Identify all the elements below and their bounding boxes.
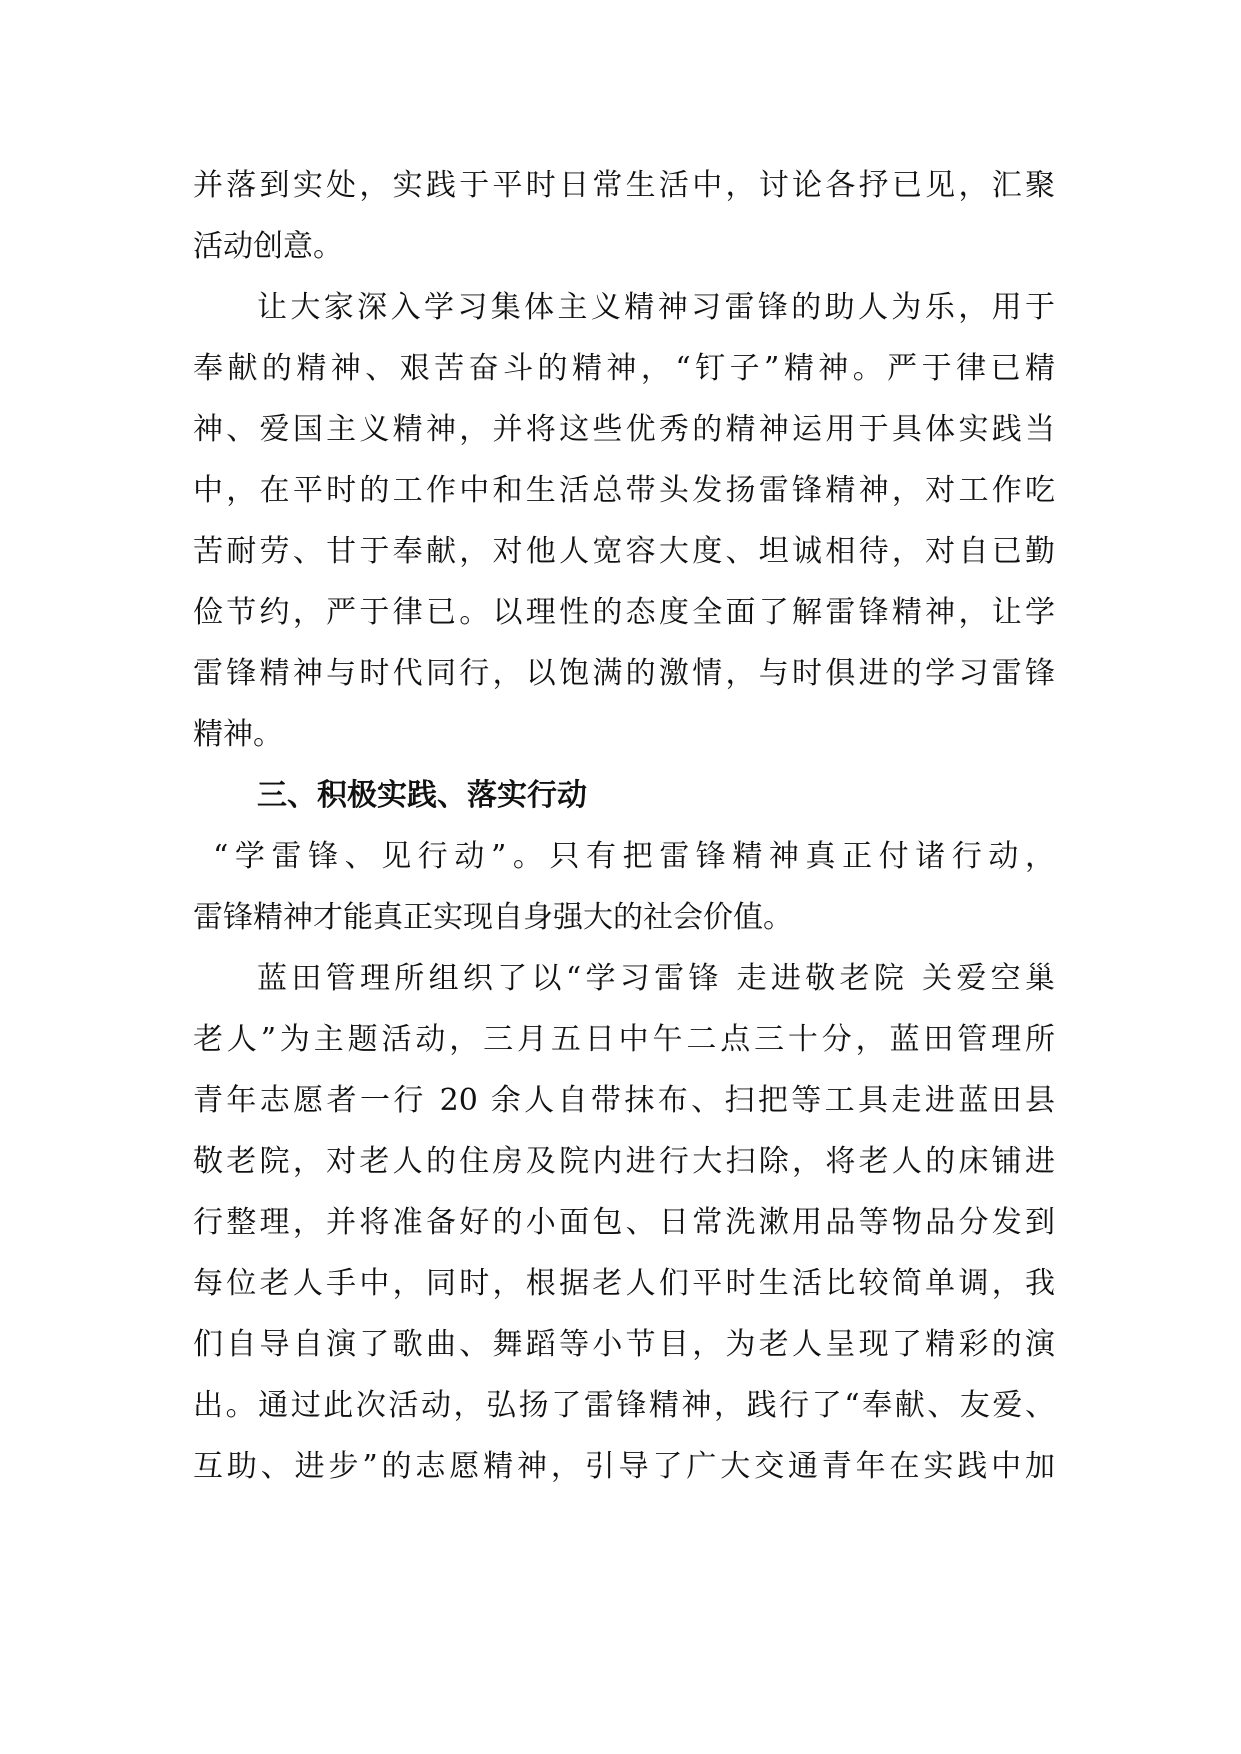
text-line: 中，在平时的工作中和生活总带头发扬雷锋精神，对工作吃 — [193, 473, 1055, 508]
paragraph-1 — [193, 155, 1055, 277]
text-line: 雷锋精神与时代同行，以饱满的激情，与时俱进的学习雷锋 — [193, 656, 1055, 691]
paragraph-3 — [193, 826, 1055, 948]
text-line: 老人”为主题活动，三月五日中午二点三十分，蓝田管理所 — [193, 1022, 1055, 1057]
text-line: 让大家深入学习集体主义精神习雷锋的助人为乐，用于 — [257, 290, 1055, 325]
text-line: 奉献的精神、艰苦奋斗的精神，“钉子”精神。严于律已精 — [193, 351, 1055, 386]
text-line: 们自导自演了歌曲、舞蹈等小节目，为老人呈现了精彩的演 — [193, 1327, 1055, 1362]
text-line: 互助、进步”的志愿精神，引导了广大交通青年在实践中加 — [193, 1449, 1055, 1484]
text-line: 雷锋精神才能真正实现自身强大的社会价值。 — [193, 900, 793, 935]
text-line: 精神。 — [193, 717, 283, 752]
text-line: “学雷锋、见行动”。只有把雷锋精神真正付诸行动， — [213, 839, 1055, 874]
text-line: 每位老人手中，同时，根据老人们平时生活比较简单调，我 — [193, 1266, 1055, 1301]
text-line: 蓝田管理所组织了以“学习雷锋 走进敬老院 关爱空巢 — [257, 961, 1055, 996]
text-line: 活动创意。 — [193, 229, 343, 264]
section-heading-text: 三、积极实践、落实行动 — [257, 778, 587, 813]
paragraph-2 — [193, 277, 1055, 765]
text-line: 敬老院，对老人的住房及院内进行大扫除，将老人的床铺进 — [193, 1144, 1055, 1179]
text-line: 青年志愿者一行 20 余人自带抹布、扫把等工具走进蓝田县 — [193, 1083, 1055, 1118]
text-line: 神、爱国主义精神，并将这些优秀的精神运用于具体实践当 — [193, 412, 1055, 447]
text-line: 俭节约，严于律已。以理性的态度全面了解雷锋精神，让学 — [193, 595, 1055, 630]
document-body — [193, 155, 1055, 1497]
text-line: 苦耐劳、甘于奉献，对他人宽容大度、坦诚相待，对自已勤 — [193, 534, 1055, 569]
section-heading — [193, 765, 1055, 826]
text-line: 行整理，并将准备好的小面包、日常洗漱用品等物品分发到 — [193, 1205, 1055, 1240]
text-line: 并落到实处，实践于平时日常生活中，讨论各抒已见，汇聚 — [193, 168, 1055, 203]
paragraph-4 — [193, 948, 1055, 1497]
text-line: 出。通过此次活动，弘扬了雷锋精神，践行了“奉献、友爱、 — [193, 1388, 1055, 1423]
